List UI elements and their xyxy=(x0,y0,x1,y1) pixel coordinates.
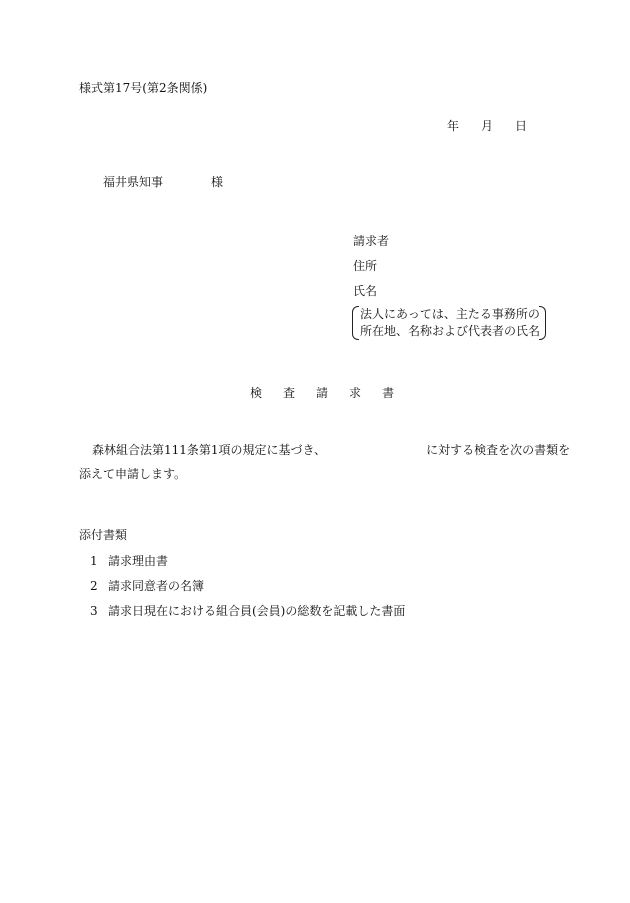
list-item xyxy=(90,578,405,603)
applicant-block xyxy=(353,233,389,308)
list-item xyxy=(90,553,405,578)
form-number: 様式第17号(第2条関係) xyxy=(79,81,208,95)
list-item xyxy=(90,603,405,628)
item-text: 請求同意者の名簿 xyxy=(108,579,205,593)
attachments-heading: 添付書類 xyxy=(79,528,128,542)
body-line-2: 添えて申請します。 xyxy=(79,467,187,481)
item-text: 請求理由書 xyxy=(108,554,169,568)
body-text-part1: 森林組合法第111条第1項の規定に基づき、 xyxy=(92,443,327,457)
item-number: 1 xyxy=(90,554,98,568)
applicant-title: 請求者 xyxy=(353,234,390,248)
title-char: 検 xyxy=(250,386,263,400)
corporate-note xyxy=(352,304,546,342)
attachments-list xyxy=(90,553,405,628)
name-label: 氏名 xyxy=(353,284,378,298)
title-char: 査 xyxy=(283,386,296,400)
item-text: 請求日現在における組合員(会員)の総数を記載した書面 xyxy=(108,604,406,618)
addressee-honorific: 様 xyxy=(211,175,224,189)
addressee-name: 福井県知事 xyxy=(103,175,164,189)
date-day: 日 xyxy=(515,119,528,133)
date-line xyxy=(447,118,527,134)
item-number: 3 xyxy=(90,604,98,618)
left-bracket xyxy=(352,306,359,340)
corporate-note-line1: 法人にあっては、主たる事務所の xyxy=(360,307,540,321)
document-title xyxy=(250,385,415,401)
item-number: 2 xyxy=(90,579,98,593)
title-char: 書 xyxy=(382,386,395,400)
address-label: 住所 xyxy=(353,259,378,273)
right-bracket xyxy=(539,306,546,340)
title-char: 求 xyxy=(349,386,362,400)
body-line-1 xyxy=(92,442,570,458)
body-text-part2: に対する検査を次の書類を xyxy=(426,443,571,457)
date-month: 月 xyxy=(481,119,494,133)
addressee xyxy=(103,174,223,190)
title-char: 請 xyxy=(316,386,329,400)
corporate-note-line2: 所在地、名称および代表者の氏名 xyxy=(360,324,541,338)
date-year: 年 xyxy=(447,119,460,133)
